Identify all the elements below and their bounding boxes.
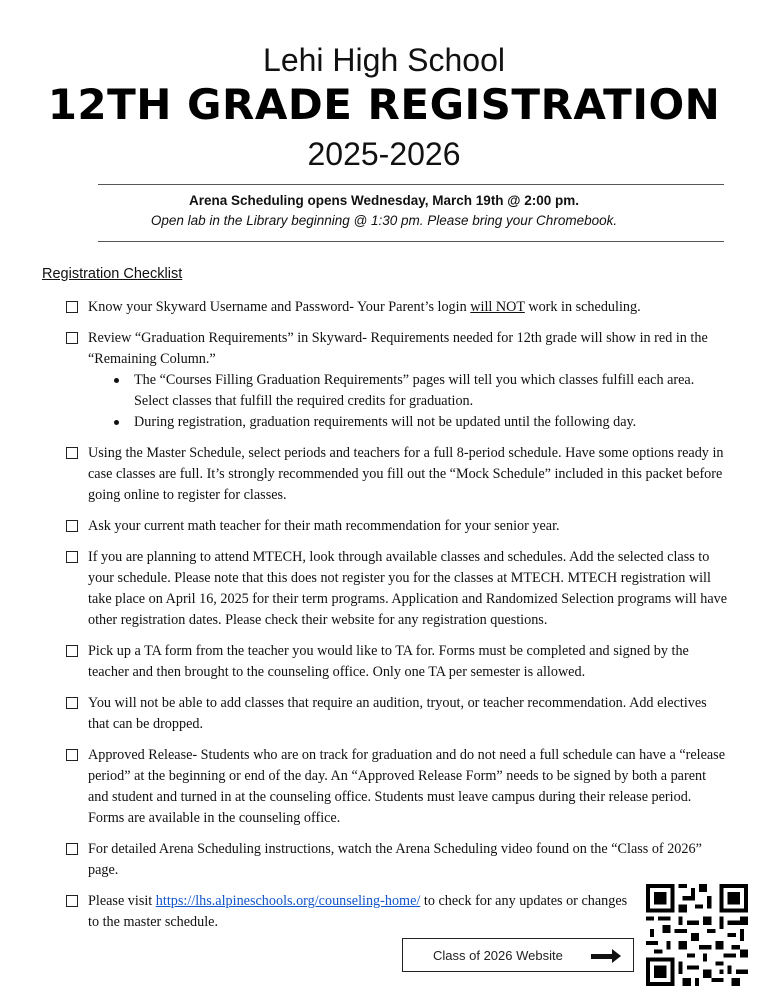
divider-bottom <box>98 241 724 242</box>
qr-code-icon[interactable] <box>646 884 748 986</box>
bullet-list <box>88 370 728 433</box>
item-text: work in scheduling. <box>524 299 641 315</box>
class-website-label: Class of 2026 Website <box>433 948 563 963</box>
notice-opening: Arena Scheduling opens Wednesday, March 19th @ 2:00 pm. <box>188 193 579 208</box>
checkbox[interactable] <box>66 447 78 459</box>
checkbox[interactable] <box>66 520 78 532</box>
checkbox[interactable] <box>66 551 78 563</box>
checklist-item <box>66 297 728 318</box>
arrow-right-icon <box>591 954 613 959</box>
checkbox[interactable] <box>66 697 78 709</box>
checkbox[interactable] <box>66 749 78 761</box>
item-text: Review “Graduation Requirements” in Skyward- Requirements needed for 12th grade will show in red in the “Remaining Column.” <box>88 330 708 367</box>
checklist <box>66 297 728 943</box>
item-text: Pick up a TA form from the teacher you would like to TA for. Forms must be completed and signed by the teacher and then brought to the counseling office. Only one TA per semester is allowed. <box>88 643 689 680</box>
item-text: Using the Master Schedule, select periods and teachers for a full 8-period schedule. Have some options ready in case classes are full. It’s strongly recommended you fill out the “Mock Schedule” included in this packet before going online to register for classes. <box>88 445 724 503</box>
notice-open-lab: Open lab in the Library beginning @ 1:30 pm. Please bring your Chromebook. <box>150 213 618 228</box>
checklist-item <box>66 693 728 735</box>
checkbox[interactable] <box>66 645 78 657</box>
counseling-link[interactable]: https://lhs.alpineschools.org/counseling-home/ <box>155 893 421 909</box>
divider-top <box>98 184 724 185</box>
school-year: 2025-2026 <box>307 136 461 172</box>
checklist-item <box>66 839 728 881</box>
checklist-item <box>66 891 628 933</box>
checklist-item <box>66 516 728 537</box>
checklist-item <box>66 443 728 506</box>
item-text: For detailed Arena Scheduling instructions, watch the Arena Scheduling video found on the “Class of 2026” page. <box>88 841 702 878</box>
checklist-item <box>66 328 728 433</box>
checklist-item <box>66 641 728 683</box>
bullet-item: During registration, graduation requirements will not be updated until the following day. <box>88 412 728 433</box>
checkbox[interactable] <box>66 301 78 313</box>
checkbox[interactable] <box>66 332 78 344</box>
class-website-button[interactable] <box>402 938 634 972</box>
item-text: Ask your current math teacher for their math recommendation for your senior year. <box>88 518 560 534</box>
checkbox[interactable] <box>66 895 78 907</box>
item-underlined-text: will NOT <box>470 299 525 315</box>
checkbox[interactable] <box>66 843 78 855</box>
item-text: You will not be able to add classes that require an audition, tryout, or teacher recommendation. Add electives that can be dropped. <box>88 695 707 732</box>
checklist-item <box>66 745 728 829</box>
checklist-item <box>66 547 728 631</box>
page-title: 12TH GRADE REGISTRATION <box>47 80 721 129</box>
item-text: Approved Release- Students who are on track for graduation and do not need a full schedule can have a “release period” at the beginning or end of the day. An “Approved Release Form” needs to be signed by both a parent and student and turned in at the counseling office. Students must leave campus during their release period. Forms are available in the counseling office. <box>88 747 726 826</box>
checklist-title: Registration Checklist <box>42 266 183 282</box>
item-text: Know your Skyward Username and Password- Your Parent’s login <box>88 299 471 315</box>
school-name: Lehi High School <box>263 42 505 78</box>
item-text: to check for any updates or changes to the master schedule. <box>88 893 628 930</box>
item-text: Please visit <box>88 893 156 909</box>
bullet-item: The “Courses Filling Graduation Requirements” pages will tell you which classes fulfill each area. Select classes that fulfill the required credits for graduation. <box>88 370 728 412</box>
item-text: If you are planning to attend MTECH, look through available classes and schedules. Add the selected class to your schedule. Please note that this does not register you for the classes at MTECH. MTECH registration will take place on April 16, 2025 for their term programs. Application and Randomized Selection programs will have other registration dates. Please check their website for any registration questions. <box>88 549 728 628</box>
